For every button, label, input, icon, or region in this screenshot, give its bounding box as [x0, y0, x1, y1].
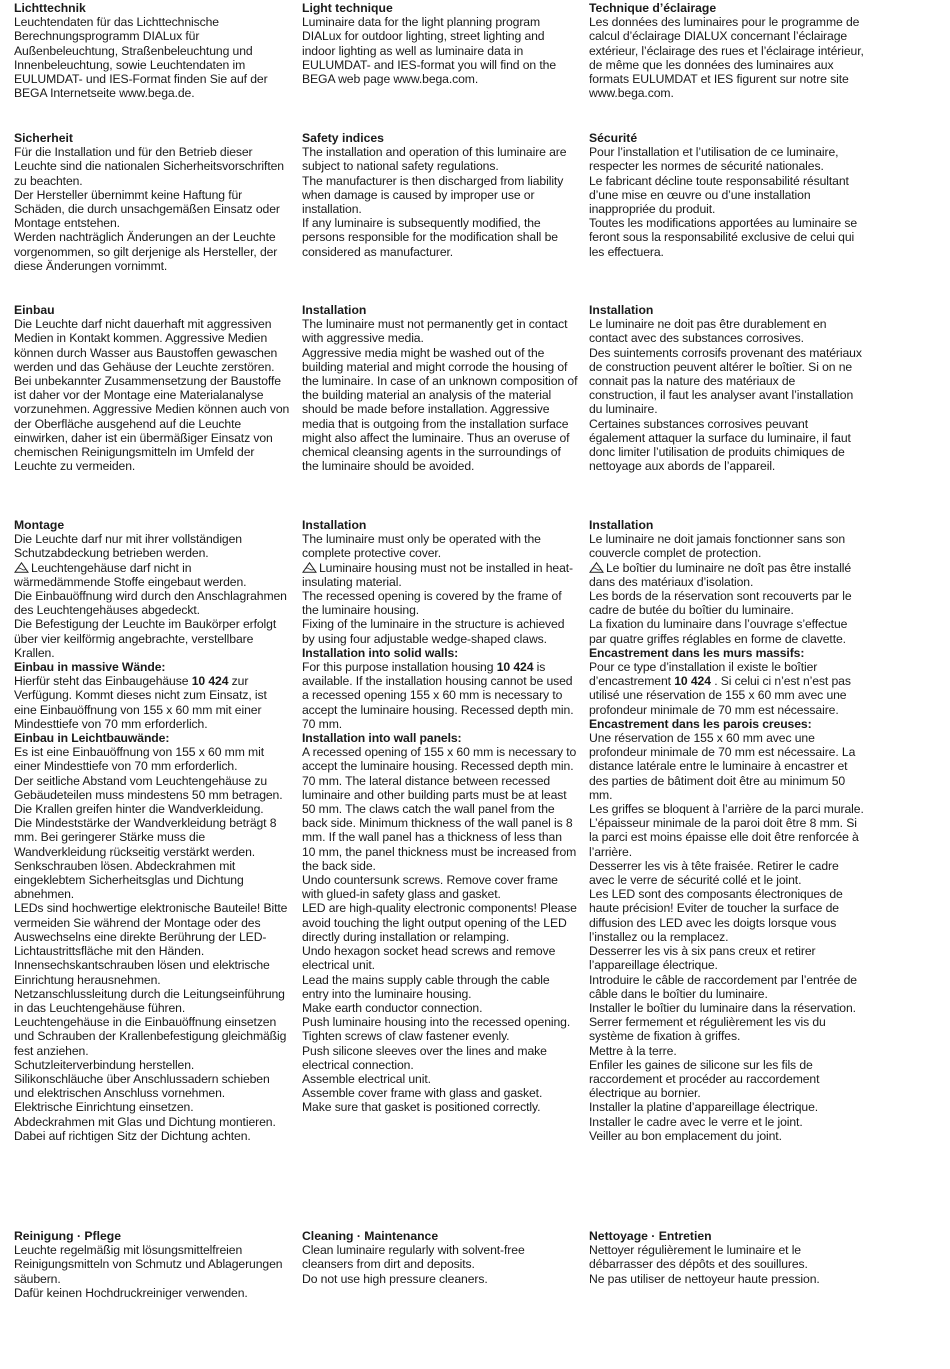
- no-insulation-warning-icon: [589, 562, 604, 573]
- warning-paragraph: [589, 561, 865, 589]
- paragraph-text: For this purpose installation housing: [302, 660, 497, 675]
- paragraph: Desserrer les vis à tête fraisée. Retirer le cadre avec le verre de sécurité collé et le joint.: [589, 858, 839, 888]
- paragraph: Certaines substances corrosives peuvant également attaquer la surface du luminaire, il faut donc limiter l’utilisation de produits chimiques de nettoyage aux abords de l’appareil.: [589, 416, 851, 474]
- paragraph: La fixation du luminaire dans l’ouvrage s’effectue par quatre griffes réglables en forme de clavette.: [589, 617, 848, 646]
- paragraph-text: is available. If the installation housing cannot be used a recessed opening 155 x 60 mm is necessary to accept the luminaire housing. Recessed depth min. 70 mm.: [302, 660, 574, 731]
- section-light-technique: [14, 1, 290, 100]
- paragraph: Do not use high pressure cleaners.: [302, 1271, 488, 1286]
- paragraph: The luminaire must not permanently get in contact with aggressive media.: [302, 317, 568, 346]
- paragraph: Schutzleiterverbindung herstellen.: [14, 1057, 195, 1072]
- paragraph: Die Mindeststärke der Wandverkleidung beträgt 8 mm. Bei geringerer Stärke muss die Wandverkleidung rückseitig verstärkt werden.: [14, 816, 277, 859]
- paragraph-text: Leuchtengehäuse darf nicht in wärmedämmende Stoffe eingebaut werden.: [14, 560, 247, 589]
- paragraph: Die Befestigung der Leuchte im Baukörper erfolgt über vier keilförmig angebrachte, verstellbare Krallen.: [14, 617, 277, 660]
- paragraph: Lead the mains supply cable through the cable entry into the luminaire housing.: [302, 972, 550, 1001]
- paragraph: Assemble cover frame with glass and gasket.: [302, 1086, 543, 1101]
- paragraph: Veiller au bon emplacement du joint.: [589, 1128, 782, 1143]
- paragraph: [589, 660, 865, 717]
- paragraph: Assemble electrical unit.: [302, 1071, 431, 1086]
- paragraph: LEDs sind hochwertige elektronische Bauteile! Bitte vermeiden Sie während der Montage oder des Auswechselns eine direkte Berührung der LED-Lichtaustrittsfläche mit den Händen.: [14, 901, 288, 959]
- section-mounting: [302, 518, 578, 1115]
- no-insulation-warning-icon: [302, 562, 317, 573]
- paragraph: Aggressive media might be washed out of the building material and might corrode the housing of the luminaire. In case of an unknown composition of the building material an analysis of the material should be made before installation. Aggressive media that is outgoing from the installation surface might also affect the luminaire. Thus an overuse of chemical cleansing agents in the surroundings of the luminaire should be avoided.: [302, 345, 578, 474]
- paragraph: Enfiler les gaines de silicone sur les fils de raccordement et procéder au raccordement électrique au bornier.: [589, 1057, 820, 1101]
- paragraph: Les bords de la réservation sont recouverts par le cadre de butée du boîtier du luminaire.: [589, 589, 852, 618]
- paragraph: Der seitliche Abstand vom Leuchtengehäuse zu Gebäudeteilen muss mindestens 50 mm betragen. Die Krallen greifen hinter die Wandverkleidung.: [14, 773, 283, 817]
- paragraph: Des suintements corrosifs provenant des matériaux de construction peuvent altérer le boîtier. Si on ne connait pas la nature des matériaux de construction, il faut les analyser avant l’installation du luminaire.: [589, 345, 862, 417]
- section-heading: Safety indices: [302, 131, 384, 145]
- section-heading: Installation: [302, 518, 367, 532]
- paragraph: Undo hexagon socket head screws and remove electrical unit.: [302, 944, 556, 973]
- paragraph: The luminaire must only be operated with the complete protective cover.: [302, 532, 541, 561]
- paragraph: The recessed opening is covered by the frame of the luminaire housing.: [302, 589, 562, 618]
- section-cleaning: [302, 1229, 578, 1286]
- paragraph: Le luminaire ne doit jamais fonctionner sans son couvercle complet de protection.: [589, 532, 846, 561]
- section-cleaning: [14, 1229, 290, 1300]
- paragraph: L’épaisseur minimale de la paroi doit être 8 mm. Si la parci est moins épaisse elle doit être renforcée à l’arrière.: [589, 816, 859, 859]
- paragraph: The manufacturer is then discharged from liability when damage is caused by improper use or installation.: [302, 173, 564, 217]
- paragraph: Dabei auf richtigen Sitz der Dichtung achten.: [14, 1128, 251, 1143]
- paragraph: Die Leuchte darf nur mit ihrer vollständigen Schutzabdeckung betrieben werden.: [14, 532, 242, 561]
- paragraph: Innensechskantschrauben lösen und elektrische Einrichtung herausnehmen.: [14, 958, 270, 987]
- paragraph: Netzanschlussleitung durch die Leitungseinführung in das Leuchtengehäuse führen.: [14, 986, 285, 1015]
- paragraph: Les griffes se bloquent à l’arrière de la parci murale.: [589, 802, 864, 817]
- article-number: 10 424: [191, 674, 229, 689]
- paragraph: Serrer fermement et régulièrement les vis du système de fixation à griffes.: [589, 1015, 826, 1044]
- paragraph: Installer le cadre avec le verre et le joint.: [589, 1114, 803, 1129]
- paragraph: Toutes les modifications apportées au luminaire se feront sous la responsabilité exclusive de celui qui les effectuera.: [589, 216, 858, 259]
- paragraph: Le fabricant décline toute responsabilité résultant d’une mise en œuvre ou d’une installation inappropriée du produit.: [589, 173, 849, 217]
- paragraph: Make earth conductor connection.: [302, 1000, 483, 1015]
- subheading: Einbau in Leichtbauwände:: [14, 731, 170, 746]
- subheading: Encastrement dans les murs massifs:: [589, 645, 805, 660]
- paragraph: Dafür keinen Hochdruckreiniger verwenden.: [14, 1285, 248, 1300]
- section-installation-general: [14, 303, 290, 473]
- section-light-technique: [589, 1, 865, 100]
- subheading: Encastrement dans les parois creuses:: [589, 716, 812, 731]
- paragraph: Ne pas utiliser de nettoyeur haute pression.: [589, 1271, 820, 1286]
- paragraph: Fixing of the luminaire in the structure is achieved by using four adjustable wedge-shaped claws.: [302, 617, 565, 646]
- paragraph: Werden nachträglich Änderungen an der Leuchte vorgenommen, so gilt derjenige als Hersteller, der diese Änderungen vornimmt.: [14, 230, 278, 273]
- section-heading: Cleaning · Maintenance: [302, 1229, 439, 1243]
- section-heading: Light technique: [302, 1, 393, 15]
- section-heading: Installation: [589, 518, 654, 532]
- paragraph: Die Einbauöffnung wird durch den Anschlagrahmen des Leuchtengehäuses abgedeckt.: [14, 589, 287, 618]
- paragraph: Les données des luminaires pour le programme de calcul d’éclairage DIALUX concernant l’éclairage extérieur, l’éclairage des rues et l’éclairage intérieur, de même que les données des luminaires aux formats EULUMDAT et IES figurent sur notre site www.bega.com.: [589, 15, 864, 101]
- paragraph-text: Le boîtier du luminaire ne doît pas être installé dans des matériaux d’isolation.: [589, 560, 852, 589]
- section-safety: [14, 131, 290, 273]
- paragraph: A recessed opening of 155 x 60 mm is necessary to accept the luminaire housing. Recessed depth min. 70 mm. The lateral distance between recessed luminaire and other building parts must be at least 50 mm. The claws catch the wall panel from the back side. Minimum thickness of the wall panel is 8 mm. If the wall panel has a thickness of less than 10 mm, the panel thickness must be increased from the back side.: [302, 745, 577, 873]
- section-cleaning: [589, 1229, 865, 1286]
- paragraph: Elektrische Einrichtung einsetzen.: [14, 1100, 194, 1115]
- paragraph-text: Hierfür steht das Einbaugehäuse: [14, 674, 192, 689]
- section-safety: [589, 131, 865, 259]
- paragraph: Le luminaire ne doit pas être durablement en contact avec des substances corrosives.: [589, 317, 827, 346]
- paragraph: Der Hersteller übernimmt keine Haftung für Schäden, die durch unsachgemäßen Einsatz oder Montage entstehen.: [14, 187, 280, 231]
- paragraph: Es ist eine Einbauöffnung von 155 x 60 mm mit einer Mindesttiefe von 70 mm erforderlich.: [14, 745, 265, 774]
- section-heading: Einbau: [14, 303, 55, 317]
- section-heading: Installation: [589, 303, 654, 317]
- section-heading: Lichttechnik: [14, 1, 86, 15]
- paragraph-text: Pour ce type d’installation il existe le boîtier d’encastrement: [589, 660, 818, 689]
- subheading: Installation into wall panels:: [302, 731, 462, 746]
- warning-paragraph: [14, 561, 290, 589]
- paragraph: [14, 674, 290, 731]
- paragraph: Clean luminaire regularly with solvent-free cleansers from dirt and deposits.: [302, 1243, 525, 1272]
- paragraph: Make sure that gasket is positioned correctly.: [302, 1100, 541, 1115]
- paragraph: Leuchtengehäuse in die Einbauöffnung einsetzen und Schrauben der Krallenbefestigung gleichmäßig fest anziehen.: [14, 1015, 287, 1058]
- article-number: 10 424: [674, 674, 711, 689]
- paragraph: LED are high-quality electronic components! Please avoid touching the light output opening of the LED directly during installation or relamping.: [302, 901, 577, 944]
- section-heading: Nettoyage · Entretien: [589, 1229, 712, 1243]
- paragraph: Silikonschläuche über Anschlussadern schieben und elektrischen Anschluss vornehmen.: [14, 1071, 270, 1101]
- paragraph: Les LED sont des composants électroniques de haute précision! Eviter de toucher la surface de diffusion des LED avec les doigts lorsque vous l’installez ou la remplacez.: [589, 887, 843, 944]
- section-heading: Technique d’éclairage: [589, 1, 717, 15]
- paragraph: Leuchtendaten für das Lichttechnische Berechnungsprogramm DIALux für Außenbeleuchtung, Straßenbeleuchtung und Innenbeleuchtung, sowie Leuchtendaten im EULUMDAT- und IES-Format finden Sie auf der BEGA Internetseite www.bega.de.: [14, 15, 268, 101]
- paragraph: Die Leuchte darf nicht dauerhaft mit aggressiven Medien in Kontakt kommen. Aggressive Medien können durch Wasser aus Baustoffen gewaschen werden und das Gehäuse der Leuchte zerstören. Bei unbekannter Zusammensetzung der Baustoffe ist daher vor der Montage eine Materialanalyse vorzunehmen. Aggressive Medien können auch von der Oberfläche ausgehend auf die Leuchte einwirken, daher ist ein übermäßiger Einsatz von chemischen Reinigungsmitteln im Umfeld der Leuchte zu vermeiden.: [14, 317, 290, 474]
- paragraph: The installation and operation of this luminaire are subject to national safety regulations.: [302, 145, 567, 174]
- paragraph: Push silicone sleeves over the lines and make electrical connection.: [302, 1043, 547, 1072]
- section-safety: [302, 131, 568, 259]
- paragraph: Undo countersunk screws. Remove cover frame with glued-in safety glass and gasket.: [302, 873, 558, 902]
- paragraph: Abdeckrahmen mit Glas und Dichtung montieren.: [14, 1114, 276, 1129]
- paragraph-text: zur Verfügung. Kommt dieses nicht zum Einsatz, ist eine Einbauöffnung von 155 x 60 mm mit einer Mindesttiefe von 70 mm erforderlich.: [14, 674, 267, 731]
- section-heading: Sécurité: [589, 131, 638, 145]
- paragraph: Une réservation de 155 x 60 mm avec une profondeur minimale de 70 mm est nécessaire. La distance latérale entre le luminaire à encastrer et des parties de bâtiment doit être au minimum 50 mm.: [589, 731, 856, 802]
- subheading: Installation into solid walls:: [302, 645, 459, 660]
- section-mounting: [589, 518, 865, 1143]
- section-heading: Installation: [302, 303, 367, 317]
- paragraph: Senkschrauben lösen. Abdeckrahmen mit eingeklebtem Sicherheitsglas und Dichtung abnehmen.: [14, 858, 244, 902]
- warning-paragraph: [302, 561, 578, 589]
- section-mounting: [14, 518, 290, 1143]
- paragraph: Introduire le câble de raccordement par l’entrée de câble dans le boîtier du luminaire.: [589, 972, 857, 1001]
- paragraph: Nettoyer régulièrement le luminaire et le débarrasser des dépôts et des souillures.: [589, 1243, 808, 1272]
- paragraph: Leuchte regelmäßig mit lösungsmittelfreien Reinigungsmitteln von Schmutz und Ablagerungen säubern.: [14, 1243, 283, 1286]
- paragraph: Installer la platine d’appareillage électrique.: [589, 1100, 819, 1115]
- paragraph: If any luminaire is subsequently modified, the persons responsible for the modification shall be considered as manufacturer.: [302, 216, 558, 259]
- subheading: Einbau in massive Wände:: [14, 660, 166, 675]
- paragraph: Pour l’installation et l’utilisation de ce luminaire, respecter les normes de sécurité nationales.: [589, 145, 839, 174]
- no-insulation-warning-icon: [14, 562, 29, 573]
- paragraph: Für die Installation und für den Betrieb dieser Leuchte sind die nationalen Sicherheitsvorschriften zu beachten.: [14, 145, 284, 188]
- section-heading: Sicherheit: [14, 131, 73, 145]
- article-number: 10 424: [496, 660, 534, 675]
- paragraph: Installer le boîtier du luminaire dans la réservation.: [589, 1000, 856, 1015]
- paragraph: Desserrer les vis à six pans creux et retirer l’appareillage électrique.: [589, 944, 816, 973]
- section-heading: Montage: [14, 518, 65, 532]
- paragraph-text: . Si celui ci n’est n’est pas utilisé une réservation de 155 x 60 mm avec une profondeur minimale de 70 mm est nécessaire.: [589, 674, 851, 717]
- section-light-technique: [302, 1, 578, 86]
- paragraph: Push luminaire housing into the recessed opening. Tighten screws of claw fastener evenly.: [302, 1015, 571, 1044]
- paragraph-text: Luminaire housing must not be installed in heat-insulating material.: [302, 560, 574, 589]
- section-heading: Reinigung · Pflege: [14, 1229, 121, 1243]
- paragraph: [302, 660, 578, 731]
- section-installation-general: [589, 303, 865, 473]
- paragraph: Luminaire data for the light planning program DIALux for outdoor lighting, street lighting and indoor lighting as well as luminaire data in EULUMDAT- and IES-format you will find on the BEGA web page www.bega.com.: [302, 15, 557, 87]
- section-installation-general: [302, 303, 578, 473]
- paragraph: Mettre à la terre.: [589, 1043, 677, 1058]
